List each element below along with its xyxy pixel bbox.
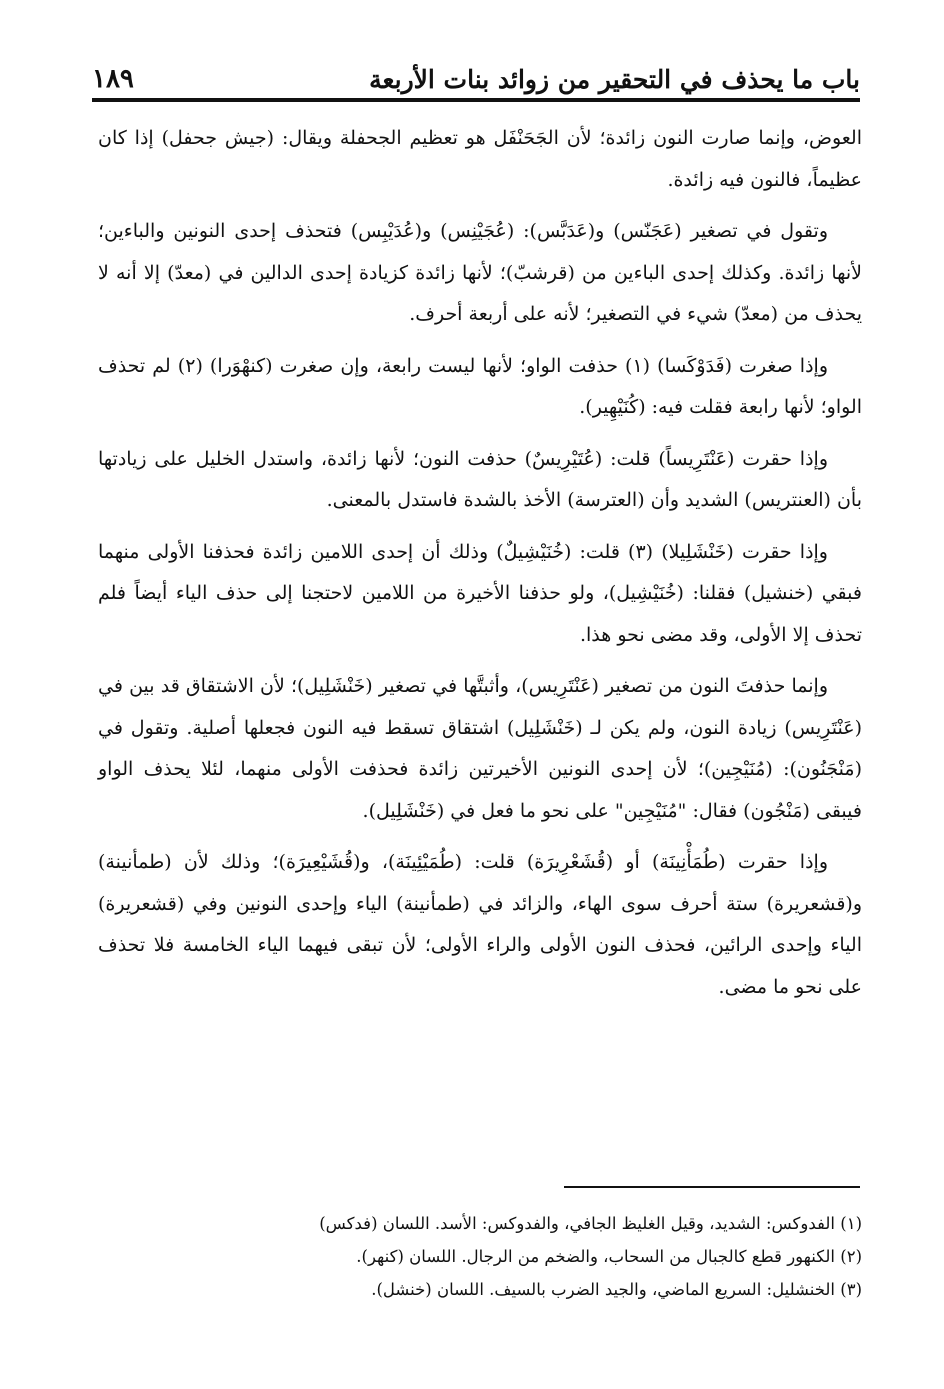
footnote-3: (٣) الخنشليل: السريع الماضي، والجيد الضرب بالسيف. اللسان (خنشل). <box>371 1280 862 1299</box>
paragraph-1: العوض، وإنما صارت النون زائدة؛ لأن الجَحَنْفَل هو تعظيم الجحفلة ويقال: (جيش جحفل) إذا كان عظيماً، فالنون فيه زائدة. <box>98 127 862 191</box>
paragraph-7: وإذا حقرت (طُمَأْنِينَة) أو (قُشَعْرِيرَة) قلت: (طُمَيْئِينَة)، و(قُشَيْعِيرَة)؛ وذلك لأن (طمأنينة) و(قشعريرة) ستة أحرف سوى الهاء، والزائد في (طمأنينة) الياء وإحدى النونين وفي (قشعريرة) الياء وإحدى الرائين، فحذف النون الأولى والراء الأولى؛ لأن تبقى فيهما الياء الخامسة فلا تحذف على نحو ما مضى. <box>98 851 862 998</box>
paragraph-2: وتقول في تصغير (عَجَنّس) و(عَدَبَّس): (عُجَيْنِس) و(عُدَيْبِس) فتحذف إحدى النونين والباءين؛ لأنها زائدة. وكذلك إحدى الباءين من (قرشبّ)؛ لأنها زائدة كزيادة إحدى الدالين في (معدّ) إلا أنه لا يحذف من (معدّ) شيء في التصغير؛ لأنه على أربعة أحرف. <box>98 220 862 325</box>
paragraph-5: وإذا حقرت (خَنْشَلِيلا) (٣) قلت: (خُنَيْشِيلٌ) وذلك أن إحدى اللامين زائدة فحذفنا الأولى منهما فبقي (خنشيل) فقلنا: (خُنَيْشِيل)، ولو حذفنا الأخيرة من اللامين لاحتجنا إلى حذف الياء أيضاً فلم تحذف إلا الأولى، وقد مضى نحو هذا. <box>98 540 862 646</box>
page-header <box>92 52 860 102</box>
footnote-1: (١) الفدوكس: الشديد، وقيل الغليظ الجافي، والفدوكس: الأسد. اللسان (فدكس) <box>319 1214 862 1233</box>
footnotes <box>98 1207 862 1306</box>
footnote-2: (٢) الكنهور قطع كالجبال من السحاب، والضخم من الرجال. اللسان (كنهر). <box>356 1247 862 1266</box>
running-head: باب ما يحذف في التحقير من زوائد بنات الأربعة <box>369 65 860 94</box>
footnote-divider <box>564 1186 860 1188</box>
page-number: ١٨٩ <box>92 64 134 94</box>
main-text <box>98 118 862 1018</box>
paragraph-3: وإذا صغرت (فَدَوْكَسا) (١) حذفت الواو؛ لأنها ليست رابعة، وإن صغرت (كنهْوَرا) (٢) لم تحذف الواو؛ لأنها رابعة فقلت فيه: (كُنَيْهِير). <box>98 354 862 418</box>
paragraph-4: وإذا حقرت (عَنْتَرِيساً) قلت: (عُتَيْرِيسٌ) حذفت النون؛ لأنها زائدة، واستدل الخليل على زيادتها بأن (العنتريس) الشديد وأن (العترسة) الأخذ بالشدة فاستدل بالمعنى. <box>98 447 862 511</box>
paragraph-6: وإنما حذفتَ النون من تصغير (عَنْتَرِيس)، وأثبتَّها في تصغير (خَنْشَلِيل)؛ لأن الاشتقاق قد بين في (عَنْتَرِيس) زيادة النون، ولم يكن لـ (خَنْشَلِيل) اشتقاق تسقط فيه النون فجعلها أصلية. وتقول في (مَنْجَنُون): (مُنَيْجِين)؛ لأن إحدى النونين الأخيرتين زائدة فحذفت الأولى منهما، لئلا يحذف الواو فيبقى (مَنْجُون) فقال: "مُنَيْجِين" على نحو ما فعل في (خَنْشَلِيل). <box>98 675 862 822</box>
